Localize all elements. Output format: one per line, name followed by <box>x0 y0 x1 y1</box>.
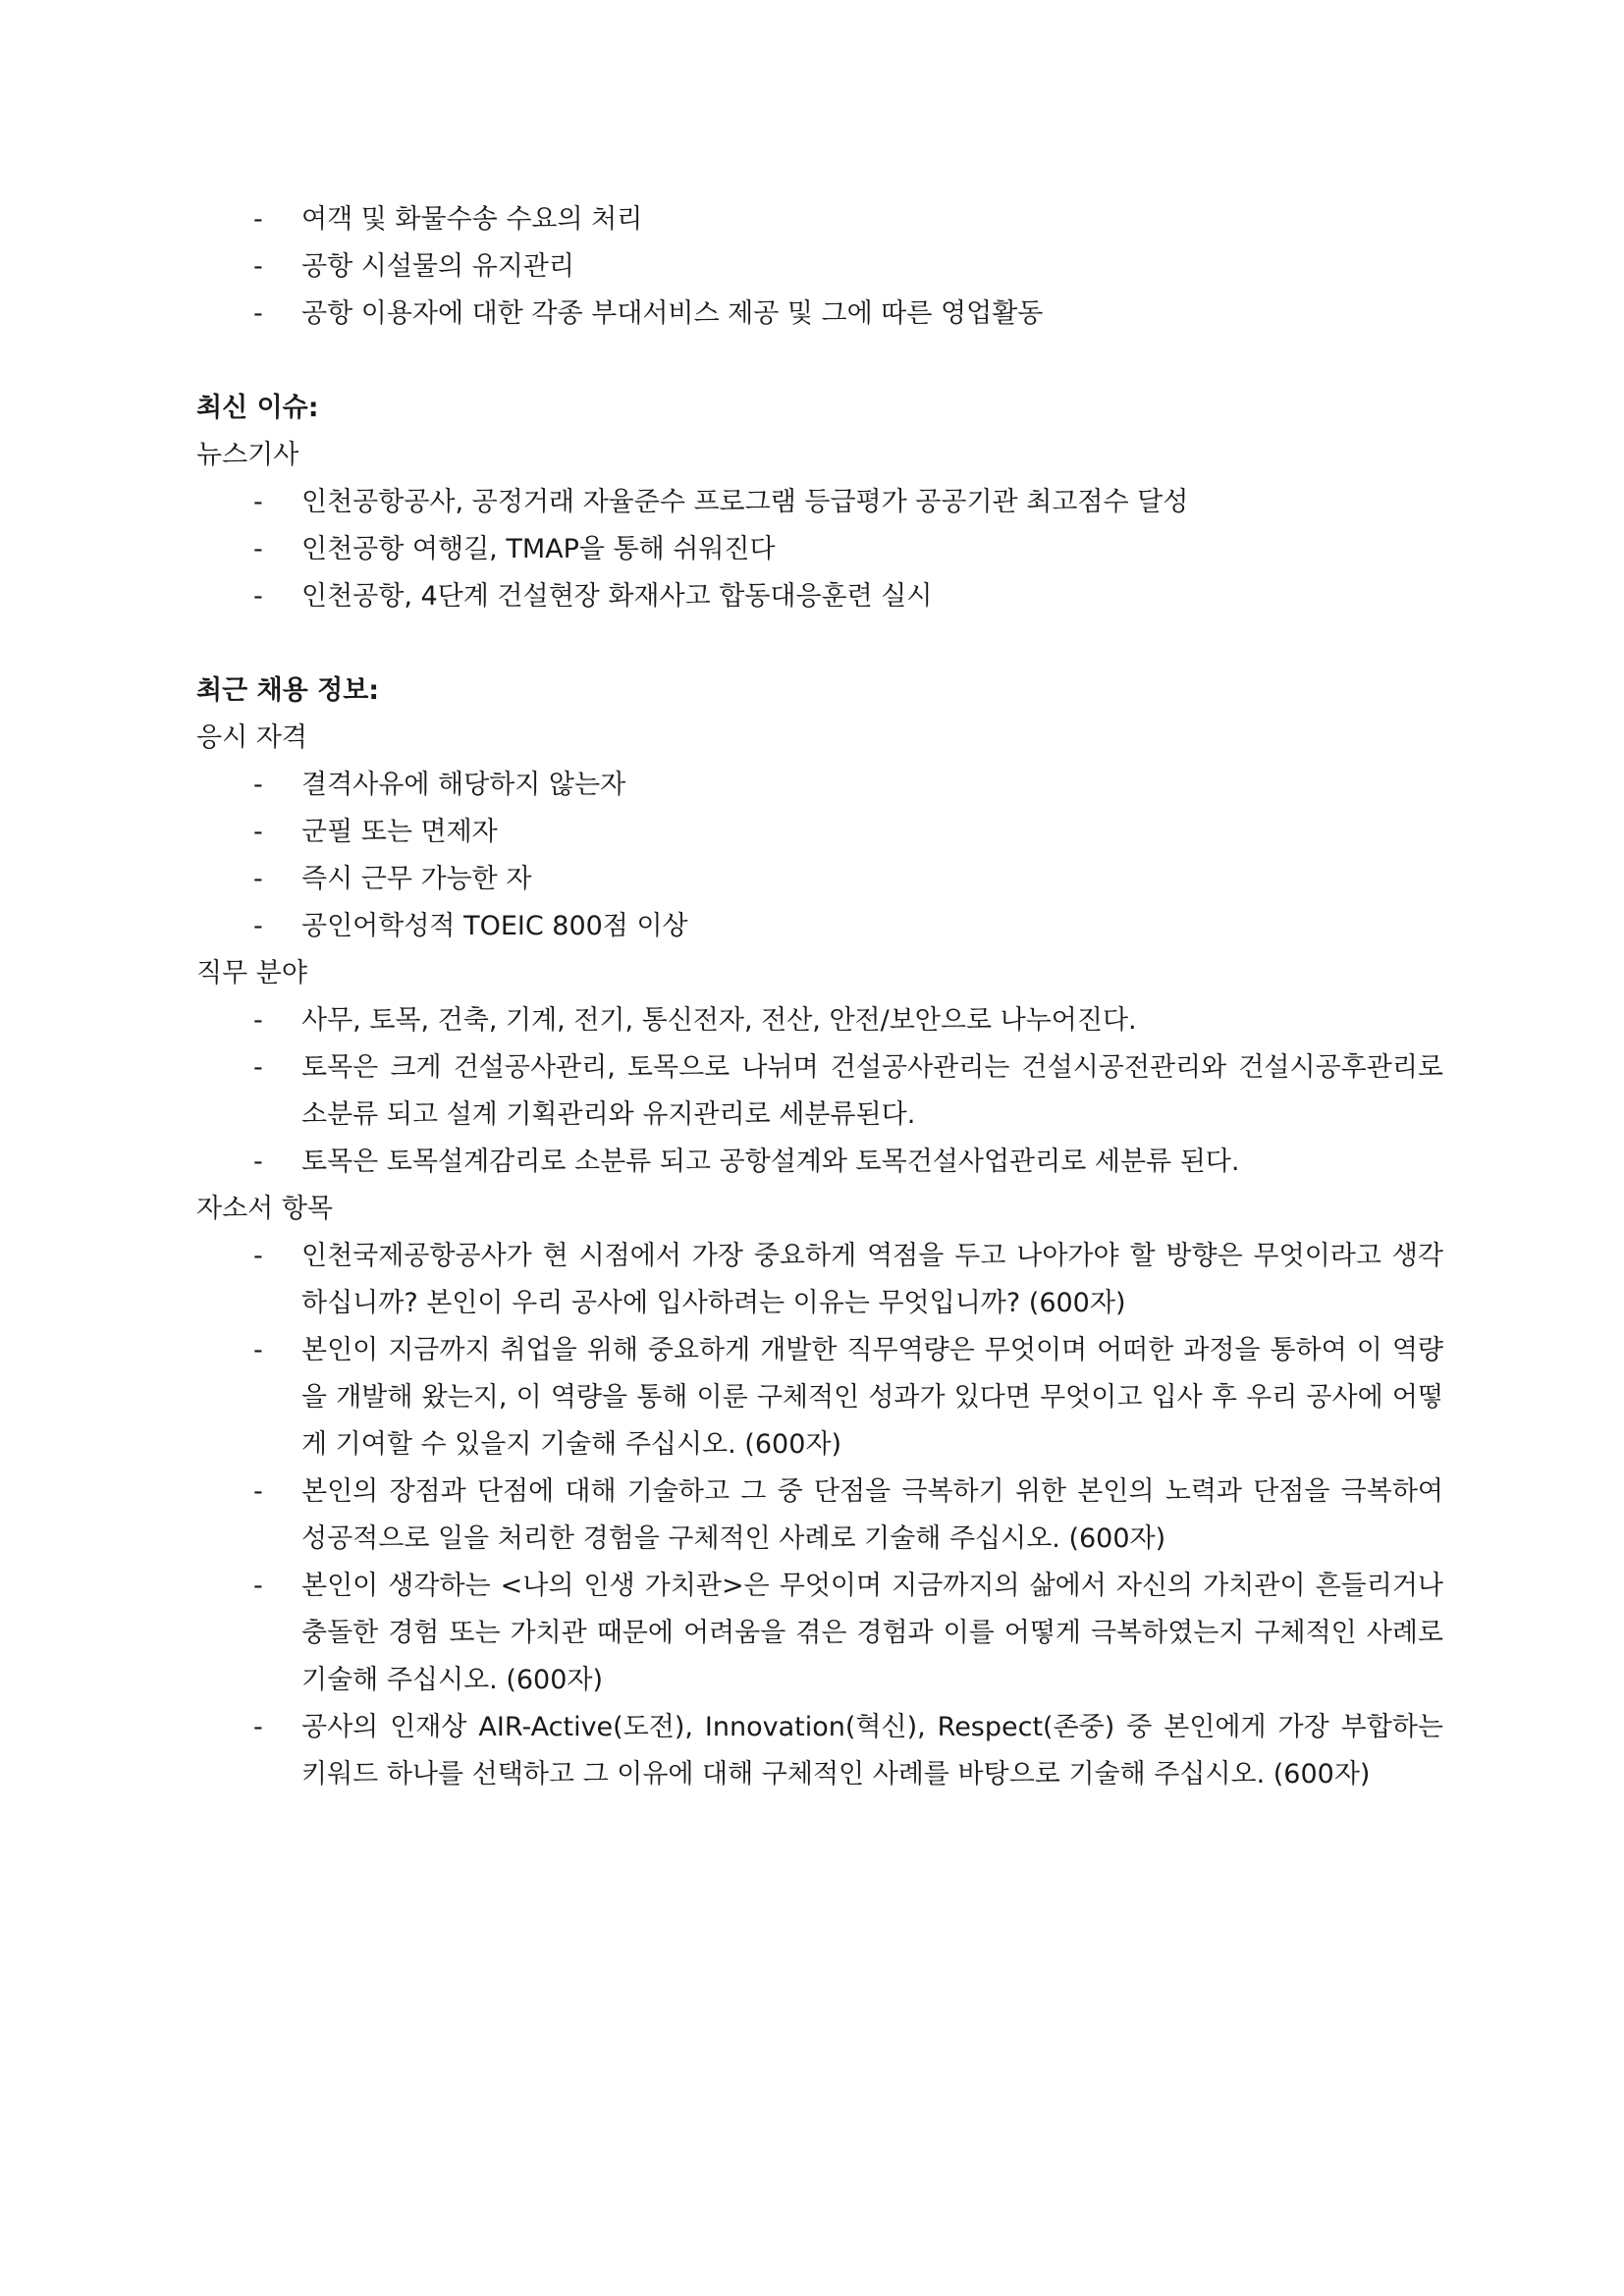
list-item-text: 본인의 장점과 단점에 대해 기술하고 그 중 단점을 극복하기 위한 본인의 노력과 단점을 극복하여 성공적으로 일을 처리한 경험을 구체적인 사례로 기술해 주십시오. (600자) <box>301 1476 1443 1554</box>
dash-bullet: - <box>253 817 263 847</box>
list-item <box>196 243 1443 291</box>
list-item <box>196 196 1443 243</box>
list-item <box>196 1327 1443 1468</box>
dash-bullet: - <box>253 1476 263 1507</box>
intro-list <box>196 196 1443 338</box>
dash-bullet: - <box>253 1241 263 1271</box>
recruit-section <box>196 667 1443 1798</box>
fields-list <box>196 997 1443 1186</box>
intro-section <box>196 196 1443 338</box>
list-item <box>196 479 1443 526</box>
dash-bullet: - <box>253 770 263 800</box>
dash-bullet: - <box>253 1147 263 1177</box>
list-item-text: 공사의 인재상 AIR-Active(도전), Innovation(혁신), Respect(존중) 중 본인에게 가장 부합하는 키워드 하나를 선택하고 그 이유에 대해 구체적인 사례를 바탕으로 기술해 주십시오. (600자) <box>301 1712 1443 1789</box>
dash-bullet: - <box>253 298 263 329</box>
list-item-text: 군필 또는 면제자 <box>301 817 498 847</box>
dash-bullet: - <box>253 1052 263 1083</box>
list-item <box>196 997 1443 1044</box>
dash-bullet: - <box>253 534 263 564</box>
dash-bullet: - <box>253 204 263 235</box>
dash-bullet: - <box>253 487 263 517</box>
list-item-text: 사무, 토목, 건축, 기계, 전기, 통신전자, 전산, 안전/보안으로 나누어진다. <box>301 1005 1137 1036</box>
list-item <box>196 526 1443 573</box>
dash-bullet: - <box>253 1335 263 1365</box>
recruit-heading: 최근 채용 정보: <box>196 675 380 706</box>
dash-bullet: - <box>253 911 263 941</box>
list-item-text: 공항 이용자에 대한 각종 부대서비스 제공 및 그에 따른 영업활동 <box>301 298 1044 329</box>
list-item <box>196 1563 1443 1704</box>
list-item-text: 본인이 생각하는 <나의 인생 가치관>은 무엇이며 지금까지의 삶에서 자신의 가치관이 흔들리거나 충돌한 경험 또는 가치관 때문에 어려움을 겪은 경험과 이를 어떻게 극복하였는지 구체적인 사례로 기술해 주십시오. (600자) <box>301 1571 1443 1695</box>
document-body <box>196 196 1443 1798</box>
list-item-text: 토목은 토목설계감리로 소분류 되고 공항설계와 토목건설사업관리로 세분류 된다. <box>301 1147 1240 1177</box>
news-label: 뉴스기사 <box>196 440 299 470</box>
list-item <box>196 903 1443 950</box>
dash-bullet: - <box>253 1571 263 1601</box>
list-item-text: 여객 및 화물수송 수요의 처리 <box>301 204 643 235</box>
dash-bullet: - <box>253 1712 263 1742</box>
issues-heading: 최신 이슈: <box>196 393 319 423</box>
essay-label: 자소서 항목 <box>196 1194 333 1224</box>
list-item <box>196 291 1443 338</box>
list-item <box>196 1468 1443 1563</box>
list-item-text: 인천공항 여행길, TMAP을 통해 쉬워진다 <box>301 534 776 564</box>
dash-bullet: - <box>253 1005 263 1036</box>
list-item-text: 공항 시설물의 유지관리 <box>301 251 574 282</box>
list-item-text: 본인이 지금까지 취업을 위해 중요하게 개발한 직무역량은 무엇이며 어떠한 과정을 통하여 이 역량을 개발해 왔는지, 이 역량을 통해 이룬 구체적인 성과가 있다면 무엇이고 입사 후 우리 공사에 어떻게 기여할 수 있을지 기술해 주십시오. (600자) <box>301 1335 1443 1460</box>
list-item-text: 공인어학성적 TOEIC 800점 이상 <box>301 911 688 941</box>
list-item-text: 결격사유에 해당하지 않는자 <box>301 770 626 800</box>
list-item-text: 인천공항공사, 공정거래 자율준수 프로그램 등급평가 공공기관 최고점수 달성 <box>301 487 1189 517</box>
issues-section <box>196 385 1443 620</box>
list-item-text: 인천공항, 4단계 건설현장 화재사고 합동대응훈련 실시 <box>301 581 933 612</box>
dash-bullet: - <box>253 581 263 612</box>
fields-label: 직무 분야 <box>196 958 307 988</box>
dash-bullet: - <box>253 251 263 282</box>
qualification-label: 응시 자격 <box>196 722 307 753</box>
list-item <box>196 856 1443 903</box>
essay-list <box>196 1233 1443 1798</box>
list-item <box>196 1044 1443 1139</box>
list-item <box>196 1139 1443 1186</box>
qualification-list <box>196 762 1443 950</box>
dash-bullet: - <box>253 864 263 894</box>
list-item <box>196 809 1443 856</box>
list-item <box>196 573 1443 620</box>
news-list <box>196 479 1443 620</box>
list-item-text: 토목은 크게 건설공사관리, 토목으로 나뉘며 건설공사관리는 건설시공전관리와 건설시공후관리로 소분류 되고 설계 기획관리와 유지관리로 세분류된다. <box>301 1052 1443 1130</box>
list-item <box>196 762 1443 809</box>
list-item <box>196 1704 1443 1798</box>
list-item <box>196 1233 1443 1327</box>
list-item-text: 인천국제공항공사가 현 시점에서 가장 중요하게 역점을 두고 나아가야 할 방향은 무엇이라고 생각하십니까? 본인이 우리 공사에 입사하려는 이유는 무엇입니까? (600자) <box>301 1241 1443 1318</box>
list-item-text: 즉시 근무 가능한 자 <box>301 864 532 894</box>
